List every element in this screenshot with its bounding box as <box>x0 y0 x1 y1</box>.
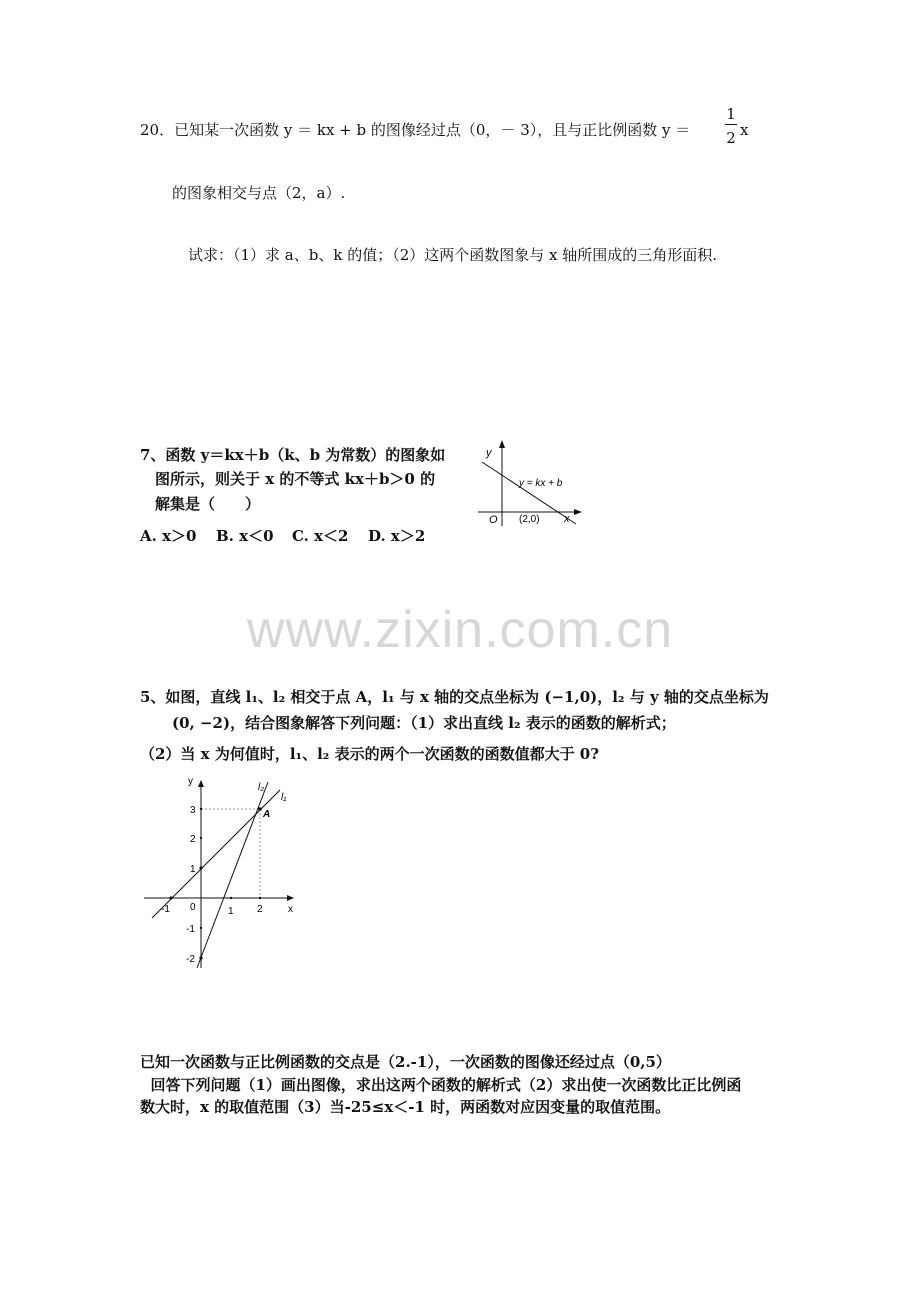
q7-line1: 7、函数 y＝kx＋b（k、b 为常数）的图象如 <box>140 446 446 464</box>
q5-y-arrow-icon <box>198 780 204 787</box>
q7-line-label: y = kx + b <box>519 478 563 489</box>
q7-point-label: (2,0) <box>519 514 540 525</box>
q5-tick-y3 <box>200 808 202 810</box>
q5-x-tick-1: 1 <box>228 906 234 917</box>
q7-x-arrow-icon <box>574 509 582 515</box>
q20-fraction-denominator: 2 <box>726 129 736 147</box>
q7-line3: 解集是（ ） <box>155 495 261 513</box>
q5-graph <box>140 772 310 972</box>
q5-line2: (0, −2)，结合图象解答下列问题：（1）求出直线 l₂ 表示的函数的解析式； <box>172 714 676 732</box>
q7-y-arrow-icon <box>499 440 505 448</box>
q20-line3: 试求：（1）求 a、b、k 的值；（2）这两个函数图象与 x 轴所围成的三角形面积. <box>188 246 718 264</box>
q7-option-d: D. x＞2 <box>368 527 426 545</box>
q7-y-label: y <box>486 447 492 459</box>
q5-tick-x1 <box>230 897 232 899</box>
q5-y-tick-neg2: -2 <box>186 954 195 965</box>
q7-option-b: B. x＜0 <box>216 527 274 545</box>
q20-var-x: x <box>740 121 749 139</box>
q5-y-tick-3: 3 <box>190 805 196 816</box>
q5-x-tick-0: 0 <box>190 902 196 913</box>
q7-graph <box>474 438 586 530</box>
q7-line2: 图所示，则关于 x 的不等式 kx＋b＞0 的 <box>155 470 436 488</box>
q5-y-tick-neg1: -1 <box>186 924 195 935</box>
q5-x-tick-neg1: -1 <box>161 904 170 915</box>
q20-fraction-numerator: 1 <box>726 105 736 123</box>
q-last-line1: 已知一次函数与正比例函数的交点是（2.-1），一次函数的图像还经过点（0,5） <box>140 1053 671 1071</box>
q5-y-label: y <box>188 776 193 787</box>
q5-tick-x2 <box>259 897 261 899</box>
q7-origin-label: O <box>489 514 498 526</box>
q20-line2: 的图象相交与点（2，a）. <box>172 184 346 202</box>
q5-line1: 5、如图，直线 l₁、l₂ 相交于点 A，l₁ 与 x 轴的交点坐标为 (−1,0)，l₂ 与 y 轴的交点坐标为 <box>140 688 769 706</box>
q5-tick-y2 <box>200 837 202 839</box>
q20-line1: 20．已知某一次函数 y ＝ kx + b 的图像经过点（0，－ 3），且与正比例函数 y ＝ <box>140 121 691 139</box>
q5-l1-label: l₁ <box>281 792 287 803</box>
q5-point-yneg2 <box>199 956 202 959</box>
q5-line-l2 <box>197 782 271 968</box>
q5-x-arrow-icon <box>287 895 294 901</box>
q5-y-tick-1: 1 <box>190 864 196 875</box>
q-last-line3: 数大时，x 的取值范围（3）当-25≤x＜-1 时，两函数对应因变量的取值范围。 <box>140 1098 671 1116</box>
q5-point-y1 <box>199 866 202 869</box>
q7-option-c: C. x＜2 <box>292 527 349 545</box>
q5-point-neg1 <box>169 896 172 899</box>
q5-point-a <box>258 807 262 811</box>
q-last-line2: 回答下列问题（1）画出图像，求出这两个函数的解析式（2）求出使一次函数比正比例函 <box>140 1076 742 1094</box>
q5-y-tick-2: 2 <box>190 834 196 845</box>
watermark: www.zixin.com.cn <box>246 601 674 659</box>
q7-x-label: x <box>564 513 570 525</box>
q20-fraction-bar <box>725 124 737 125</box>
q5-l2-label: l₂ <box>258 782 265 793</box>
q5-tick-yneg1 <box>200 927 202 929</box>
q5-point-a-label: A <box>263 809 271 820</box>
q5-line3: （2）当 x 为何值时，l₁、l₂ 表示的两个一次函数的函数值都大于 0? <box>140 745 600 763</box>
q5-x-tick-2: 2 <box>257 904 263 915</box>
q5-x-label: x <box>288 904 293 915</box>
q7-option-a: A. x＞0 <box>140 527 197 545</box>
